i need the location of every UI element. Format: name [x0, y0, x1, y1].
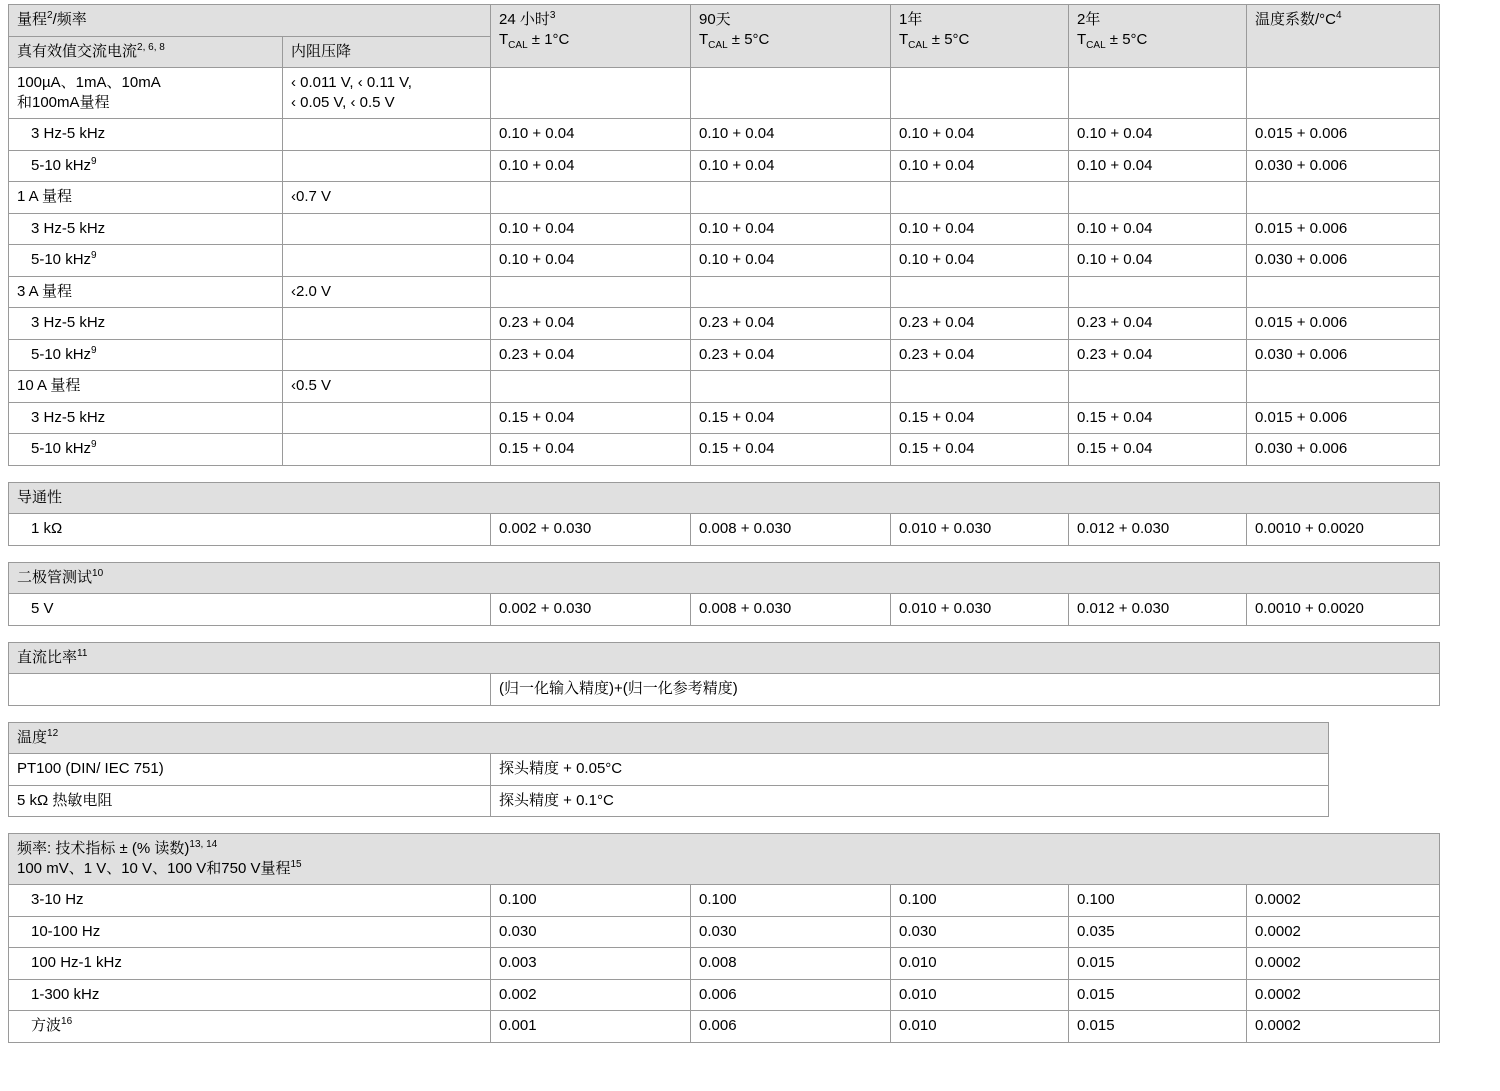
header-1year: [891, 5, 1069, 68]
continuity-header-row: [9, 482, 1440, 514]
header-temp-coefficient: [1247, 5, 1440, 68]
header-ac-current-sup: 2, 6, 8: [137, 41, 165, 53]
frequency-range-label: [9, 885, 491, 917]
table-row: [9, 1011, 1440, 1043]
ac-current-1year: 0.23 + 0.04: [891, 308, 1069, 340]
section-spacer: [8, 626, 1439, 642]
temperature-table: [8, 722, 1329, 818]
ac-current-range-label: [9, 402, 283, 434]
frequency-24hours: 0.030: [491, 916, 691, 948]
ac-current-24hours: 0.15 + 0.04: [491, 434, 691, 466]
ac-current-2year: 0.10 + 0.04: [1069, 119, 1247, 151]
frequency-temp-coefficient: 0.0002: [1247, 916, 1440, 948]
section-spacer: [8, 466, 1439, 482]
ac-current-24hours: 0.15 + 0.04: [491, 402, 691, 434]
header-2year-label: 2年: [1077, 11, 1101, 28]
range-label-sup: 9: [91, 439, 97, 450]
range-label-text: 5-10 kHz: [31, 251, 92, 268]
frequency-2year: 0.015: [1069, 979, 1247, 1011]
ac-current-burden-voltage: [283, 150, 491, 182]
temperature-header-row: [9, 722, 1329, 754]
table-row: [9, 213, 1440, 245]
table-row: [9, 150, 1440, 182]
temperature-header-sup: 12: [47, 727, 59, 739]
header-2year-tcal: T: [1077, 30, 1087, 48]
header-90days-tcal-sub: CAL: [708, 39, 728, 51]
range-label-sup: 9: [91, 155, 97, 167]
frequency-90days: 0.030: [691, 916, 891, 948]
ac-current-burden-voltage: [283, 308, 491, 340]
range-label-text: 1 A 量程: [17, 188, 73, 205]
frequency-header: [9, 834, 1440, 885]
ac-current-90days: 0.10 + 0.04: [691, 213, 891, 245]
ac-current-burden-voltage: ‹0.5 V: [283, 371, 491, 403]
ac-current-range-label: [9, 182, 283, 214]
frequency-1year: 0.010: [891, 1011, 1069, 1043]
header-frequency-label: /频率: [52, 11, 87, 28]
ac-current-temp-coefficient: [1247, 276, 1440, 308]
ac-current-90days: 0.23 + 0.04: [691, 339, 891, 371]
frequency-temp-coefficient: 0.0002: [1247, 979, 1440, 1011]
dc-ratio-header-sup: 11: [77, 647, 88, 659]
ac-current-1year: 0.15 + 0.04: [891, 434, 1069, 466]
header-90days-label: 90天: [699, 11, 731, 28]
ac-current-temp-coefficient: 0.015 + 0.006: [1247, 308, 1440, 340]
ac-current-temp-coefficient: 0.030 + 0.006: [1247, 434, 1440, 466]
ac-current-burden-voltage: [283, 213, 491, 245]
ac-current-1year: [891, 68, 1069, 119]
header-range-label: 量程: [17, 11, 48, 28]
frequency-label-text: 100 Hz-1 kHz: [31, 954, 122, 971]
range-label-text: 100µA、1mA、10mA 和100mA量程: [17, 74, 161, 111]
frequency-header-line1: 频率: 技术指标 ± (% 读数): [17, 840, 190, 857]
table-row: [9, 514, 1440, 546]
ac-current-2year: 0.10 + 0.04: [1069, 213, 1247, 245]
header-range-frequency: [9, 5, 491, 37]
temperature-pt100-value: 探头精度 + 0.05°C: [491, 754, 1329, 786]
ac-current-burden-voltage: [283, 339, 491, 371]
continuity-1year: 0.010 + 0.030: [891, 514, 1069, 546]
ac-current-temp-coefficient: [1247, 371, 1440, 403]
ac-current-burden-voltage: [283, 245, 491, 277]
frequency-2year: 0.015: [1069, 948, 1247, 980]
temperature-header: [9, 722, 1329, 754]
frequency-90days: 0.006: [691, 1011, 891, 1043]
dc-ratio-header-row: [9, 642, 1440, 674]
header-1year-label: 1年: [899, 11, 923, 28]
diode-test-table: [8, 562, 1440, 626]
table-row: [9, 754, 1329, 786]
ac-current-2year: 0.15 + 0.04: [1069, 402, 1247, 434]
table-row: [9, 594, 1440, 626]
ac-current-90days: [691, 182, 891, 214]
frequency-header-line2: 100 mV、1 V、10 V、100 V和750 V量程: [17, 859, 291, 877]
frequency-temp-coefficient: 0.0002: [1247, 885, 1440, 917]
ac-current-burden-voltage: [283, 434, 491, 466]
temperature-header-label: 温度: [17, 728, 48, 746]
header-burden-voltage-label: 内阻压降: [291, 42, 352, 60]
table-row: [9, 119, 1440, 151]
frequency-90days: 0.008: [691, 948, 891, 980]
ac-current-2year: 0.10 + 0.04: [1069, 150, 1247, 182]
diode-label: 5 V: [9, 594, 491, 626]
range-label-sup: 9: [91, 250, 97, 261]
diode-header-label: 二极管测试: [17, 568, 93, 586]
header-2year-tcal-sub: CAL: [1086, 39, 1106, 51]
frequency-label-text: 方波: [31, 1017, 62, 1034]
ac-current-temp-coefficient: 0.030 + 0.006: [1247, 245, 1440, 277]
ac-current-1year: 0.10 + 0.04: [891, 150, 1069, 182]
frequency-range-label: [9, 1011, 491, 1043]
table-row: [9, 68, 1440, 119]
diode-header: [9, 562, 1440, 594]
range-label-text: 3 Hz-5 kHz: [31, 314, 106, 331]
ac-current-24hours: [491, 371, 691, 403]
dc-ratio-label: [9, 674, 491, 706]
range-label-text: 5-10 kHz: [31, 345, 92, 363]
ac-current-range-label: [9, 245, 283, 277]
header-1year-tcal: T: [899, 30, 909, 48]
frequency-temp-coefficient: 0.0002: [1247, 1011, 1440, 1043]
dc-ratio-header: [9, 642, 1440, 674]
header-temp-coefficient-sup: 4: [1336, 10, 1342, 21]
frequency-24hours: 0.002: [491, 979, 691, 1011]
ac-current-24hours: [491, 182, 691, 214]
continuity-label: 1 kΩ: [9, 514, 491, 546]
frequency-1year: 0.010: [891, 979, 1069, 1011]
ac-current-range-label: [9, 68, 283, 119]
ac-current-burden-voltage: ‹ 0.011 V, ‹ 0.11 V, ‹ 0.05 V, ‹ 0.5 V: [283, 68, 491, 119]
ac-current-90days: [691, 276, 891, 308]
table-row: [9, 402, 1440, 434]
ac-current-range-label: [9, 150, 283, 182]
table-header-row: [9, 5, 1440, 37]
continuity-table: [8, 482, 1440, 546]
frequency-range-label: [9, 916, 491, 948]
frequency-90days: 0.006: [691, 979, 891, 1011]
header-2year: [1069, 5, 1247, 68]
ac-current-90days: 0.10 + 0.04: [691, 119, 891, 151]
ac-current-1year: [891, 276, 1069, 308]
ac-current-24hours: [491, 68, 691, 119]
ac-current-2year: [1069, 68, 1247, 119]
frequency-header-line2-sup: 15: [290, 858, 302, 870]
table-row: [9, 785, 1329, 817]
ac-current-24hours: 0.10 + 0.04: [491, 119, 691, 151]
diode-24hours: 0.002 + 0.030: [491, 594, 691, 626]
ac-current-burden-voltage: ‹2.0 V: [283, 276, 491, 308]
ac-current-24hours: [491, 276, 691, 308]
frequency-1year: 0.030: [891, 916, 1069, 948]
header-burden-voltage: [283, 36, 491, 68]
ac-current-1year: 0.23 + 0.04: [891, 339, 1069, 371]
section-spacer: [8, 546, 1439, 562]
header-ac-current: [9, 36, 283, 68]
header-temp-coefficient-label: 温度系数/°C: [1255, 11, 1336, 28]
section-spacer: [8, 706, 1439, 722]
frequency-header-row: [9, 834, 1440, 885]
ac-current-90days: [691, 68, 891, 119]
ac-current-range-label: [9, 434, 283, 466]
ac-current-range-label: [9, 276, 283, 308]
frequency-2year: 0.015: [1069, 1011, 1247, 1043]
header-90days-tcal: T: [699, 30, 709, 48]
table-row: [9, 979, 1440, 1011]
ac-current-2year: [1069, 371, 1247, 403]
continuity-header: 导通性: [9, 482, 1440, 514]
header-24hours-label: 24 小时: [499, 11, 550, 28]
continuity-90days: 0.008 + 0.030: [691, 514, 891, 546]
temperature-pt100-label: PT100 (DIN/ IEC 751): [9, 754, 491, 786]
ac-current-24hours: 0.23 + 0.04: [491, 308, 691, 340]
table-row: [9, 276, 1440, 308]
table-row: [9, 674, 1440, 706]
diode-1year: 0.010 + 0.030: [891, 594, 1069, 626]
ac-current-range-label: [9, 119, 283, 151]
ac-current-90days: 0.10 + 0.04: [691, 245, 891, 277]
ac-current-24hours: 0.10 + 0.04: [491, 213, 691, 245]
frequency-label-text: 1-300 kHz: [31, 985, 100, 1003]
ac-current-24hours: 0.10 + 0.04: [491, 150, 691, 182]
ac-current-temp-coefficient: 0.015 + 0.006: [1247, 402, 1440, 434]
dc-ratio-header-label: 直流比率: [17, 648, 78, 666]
table-row: [9, 916, 1440, 948]
frequency-24hours: 0.001: [491, 1011, 691, 1043]
header-1year-tcal-sub: CAL: [908, 39, 928, 51]
diode-temp-coefficient: 0.0010 + 0.0020: [1247, 594, 1440, 626]
ac-current-1year: 0.10 + 0.04: [891, 213, 1069, 245]
table-row: [9, 182, 1440, 214]
range-label-text: 3 Hz-5 kHz: [31, 219, 106, 237]
ac-current-1year: [891, 371, 1069, 403]
ac-current-range-label: [9, 339, 283, 371]
header-24hours-tol: ± 1°C: [527, 30, 570, 48]
ac-current-burden-voltage: ‹0.7 V: [283, 182, 491, 214]
table-row: [9, 339, 1440, 371]
ac-current-90days: 0.10 + 0.04: [691, 150, 891, 182]
frequency-1year: 0.100: [891, 885, 1069, 917]
ac-current-temp-coefficient: 0.015 + 0.006: [1247, 119, 1440, 151]
spec-document: [8, 0, 1439, 1043]
header-90days-tol: ± 5°C: [727, 30, 770, 48]
range-label-sup: 9: [91, 344, 97, 356]
ac-current-1year: [891, 182, 1069, 214]
range-label-text: 5-10 kHz: [31, 440, 92, 457]
frequency-24hours: 0.100: [491, 885, 691, 917]
diode-2year: 0.012 + 0.030: [1069, 594, 1247, 626]
ac-current-range-label: [9, 213, 283, 245]
header-24hours-sup: 3: [549, 10, 556, 21]
diode-header-sup: 10: [92, 567, 104, 579]
header-24hours: [491, 5, 691, 68]
range-label-text: 3 Hz-5 kHz: [31, 125, 106, 142]
ac-current-1year: 0.10 + 0.04: [891, 245, 1069, 277]
ac-current-90days: 0.15 + 0.04: [691, 402, 891, 434]
header-24hours-tcal-sub: CAL: [508, 39, 528, 51]
ac-current-temp-coefficient: 0.030 + 0.006: [1247, 150, 1440, 182]
table-row: [9, 245, 1440, 277]
ac-current-90days: 0.23 + 0.04: [691, 308, 891, 340]
frequency-label-text: 3-10 Hz: [31, 891, 84, 908]
frequency-90days: 0.100: [691, 885, 891, 917]
frequency-24hours: 0.003: [491, 948, 691, 980]
header-2year-tol: ± 5°C: [1105, 30, 1148, 48]
ac-current-90days: [691, 371, 891, 403]
ac-current-2year: 0.23 + 0.04: [1069, 308, 1247, 340]
ac-current-temp-coefficient: 0.030 + 0.006: [1247, 339, 1440, 371]
diode-90days: 0.008 + 0.030: [691, 594, 891, 626]
temperature-thermistor-label: 5 kΩ 热敏电阻: [9, 785, 491, 817]
ac-current-24hours: 0.23 + 0.04: [491, 339, 691, 371]
diode-header-row: [9, 562, 1440, 594]
frequency-table: [8, 833, 1440, 1043]
ac-current-2year: 0.15 + 0.04: [1069, 434, 1247, 466]
ac-current-range-label: [9, 308, 283, 340]
frequency-range-label: [9, 979, 491, 1011]
section-spacer: [8, 817, 1439, 833]
header-90days: [691, 5, 891, 68]
range-label-text: 10 A 量程: [17, 377, 81, 394]
ac-current-1year: 0.15 + 0.04: [891, 402, 1069, 434]
table-row: [9, 434, 1440, 466]
ac-current-range-label: [9, 371, 283, 403]
ac-current-temp-coefficient: [1247, 68, 1440, 119]
ac-current-2year: 0.10 + 0.04: [1069, 245, 1247, 277]
temperature-thermistor-value: 探头精度 + 0.1°C: [491, 785, 1329, 817]
ac-current-temp-coefficient: [1247, 182, 1440, 214]
header-24hours-tcal: T: [499, 30, 509, 48]
continuity-2year: 0.012 + 0.030: [1069, 514, 1247, 546]
frequency-label-sup: 16: [61, 1016, 73, 1027]
frequency-2year: 0.100: [1069, 885, 1247, 917]
continuity-temp-coefficient: 0.0010 + 0.0020: [1247, 514, 1440, 546]
ac-current-1year: 0.10 + 0.04: [891, 119, 1069, 151]
ac-current-2year: [1069, 276, 1247, 308]
dc-ratio-value: (归一化输入精度)+(归一化参考精度): [491, 674, 1440, 706]
dc-ratio-table: [8, 642, 1440, 706]
continuity-24hours: 0.002 + 0.030: [491, 514, 691, 546]
ac-current-90days: 0.15 + 0.04: [691, 434, 891, 466]
header-ac-current-label: 真有效值交流电流: [17, 42, 138, 60]
ac-current-2year: [1069, 182, 1247, 214]
frequency-label-text: 10-100 Hz: [31, 922, 101, 940]
frequency-temp-coefficient: 0.0002: [1247, 948, 1440, 980]
table-row: [9, 948, 1440, 980]
frequency-1year: 0.010: [891, 948, 1069, 980]
range-label-text: 3 A 量程: [17, 282, 73, 300]
ac-current-24hours: 0.10 + 0.04: [491, 245, 691, 277]
table-row: [9, 885, 1440, 917]
range-label-text: 5-10 kHz: [31, 156, 92, 174]
frequency-range-label: [9, 948, 491, 980]
header-range-sup: 2: [47, 10, 53, 21]
ac-current-burden-voltage: [283, 119, 491, 151]
ac-current-temp-coefficient: 0.015 + 0.006: [1247, 213, 1440, 245]
range-label-text: 3 Hz-5 kHz: [31, 408, 106, 426]
frequency-header-line1-sup: 13, 14: [189, 839, 218, 850]
ac-current-2year: 0.23 + 0.04: [1069, 339, 1247, 371]
table-row: [9, 371, 1440, 403]
header-1year-tol: ± 5°C: [927, 30, 970, 48]
table-row: [9, 308, 1440, 340]
ac-current-burden-voltage: [283, 402, 491, 434]
frequency-2year: 0.035: [1069, 916, 1247, 948]
ac-current-table: [8, 4, 1440, 466]
